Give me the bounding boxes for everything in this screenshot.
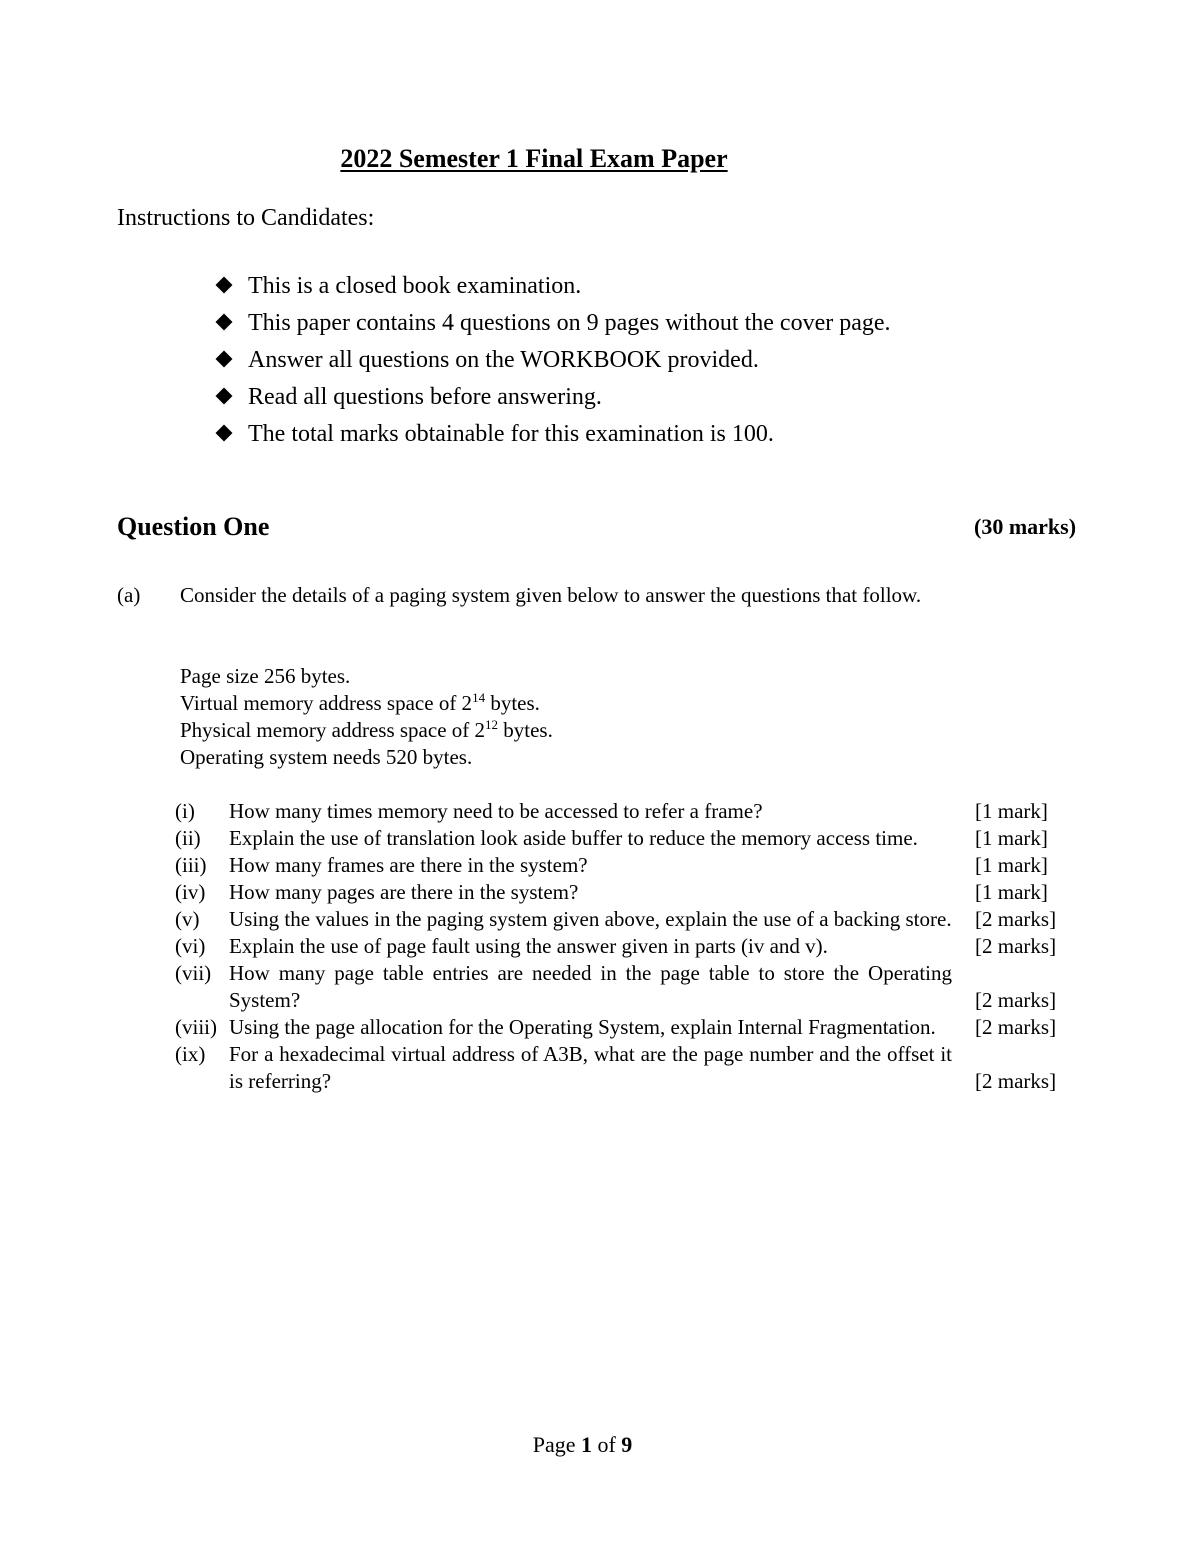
subquestion-number: (vii) <box>175 961 212 985</box>
subquestion <box>175 1014 1075 1041</box>
part-label: (a) <box>117 583 141 607</box>
subquestion <box>175 825 1075 852</box>
page-footer <box>0 1430 1165 1460</box>
question-title: Question One <box>117 512 270 541</box>
footer-current-page: 1 <box>580 1432 592 1457</box>
instruction-item <box>216 418 936 450</box>
page-size-line: Page size 256 bytes. <box>180 664 351 688</box>
page-title-text: 2022 Semester 1 Final Exam Paper <box>340 144 728 173</box>
instructions-list <box>216 270 936 455</box>
subquestion-text: How many page table entries are needed in the page table to store the Operating System? <box>229 961 952 1012</box>
virtual-memory-line <box>180 690 553 717</box>
part-intro: Consider the details of a paging system given below to answer the questions that follow. <box>180 583 922 607</box>
subquestion-mark: [2 marks] <box>975 1015 1057 1039</box>
subquestion-text: How many times memory need to be accessed to refer a frame? <box>229 799 763 823</box>
subquestion-number: (v) <box>175 907 200 931</box>
subquestion-text: Explain the use of page fault using the answer given in parts (iv and v). <box>229 934 828 958</box>
subquestion <box>175 1041 1075 1095</box>
subquestion <box>175 906 1075 933</box>
subquestion-text: Using the page allocation for the Operating System, explain Internal Fragmentation. <box>229 1015 936 1039</box>
subquestion-mark: [2 marks] <box>975 988 1057 1012</box>
instruction-text: The total marks obtainable for this examination is 100. <box>248 421 774 447</box>
subquestion-number: (vi) <box>175 934 206 958</box>
physical-prefix: Physical memory address space of 2 <box>180 718 486 742</box>
physical-memory-line <box>180 717 553 744</box>
virtual-exponent: 14 <box>472 690 486 705</box>
physical-exponent: 12 <box>485 717 499 732</box>
diamond-bullet-icon <box>216 425 233 442</box>
diamond-bullet-icon <box>216 388 233 405</box>
instruction-item <box>216 381 936 413</box>
footer-middle: of <box>591 1432 622 1457</box>
subquestion-mark: [1 mark] <box>975 826 1048 850</box>
subquestion-number: (iii) <box>175 853 207 877</box>
diamond-bullet-icon <box>216 314 233 331</box>
subquestion-number: (viii) <box>175 1015 217 1039</box>
subquestion-number: (i) <box>175 799 195 823</box>
subquestion-text: How many pages are there in the system? <box>229 880 579 904</box>
subquestion-text: How many frames are there in the system? <box>229 853 588 877</box>
subquestion-number: (iv) <box>175 880 206 904</box>
subquestion-text: For a hexadecimal virtual address of A3B, what are the page number and the offset it is referring? <box>229 1042 952 1093</box>
subquestion-list <box>175 798 1075 1095</box>
paging-details <box>180 663 553 771</box>
diamond-bullet-icon <box>216 277 233 294</box>
footer-prefix: Page <box>532 1432 581 1457</box>
physical-suffix: bytes. <box>498 718 553 742</box>
instruction-text: Read all questions before answering. <box>248 384 602 410</box>
subquestion <box>175 798 1075 825</box>
subquestion <box>175 960 1075 1014</box>
subquestion <box>175 852 1075 879</box>
subquestion-text: Explain the use of translation look aside buffer to reduce the memory access time. <box>229 826 918 850</box>
instruction-item <box>216 344 936 376</box>
page-title <box>0 142 1068 176</box>
subquestion-number: (ii) <box>175 826 201 850</box>
subquestion-mark: [2 marks] <box>975 907 1057 931</box>
instruction-text: This is a closed book examination. <box>248 273 582 299</box>
os-needs-line: Operating system needs 520 bytes. <box>180 745 473 769</box>
diamond-bullet-icon <box>216 351 233 368</box>
instruction-text: This paper contains 4 questions on 9 pages without the cover page. <box>248 310 891 336</box>
subquestion <box>175 879 1075 906</box>
subquestion <box>175 933 1075 960</box>
subquestion-text: Using the values in the paging system given above, explain the use of a backing store. <box>229 907 952 931</box>
virtual-suffix: bytes. <box>485 691 540 715</box>
question-marks: (30 marks) <box>974 514 1077 539</box>
subquestion-mark: [2 marks] <box>975 934 1057 958</box>
instruction-text: Answer all questions on the WORKBOOK provided. <box>248 347 759 373</box>
subquestion-mark: [2 marks] <box>975 1069 1057 1093</box>
virtual-prefix: Virtual memory address space of 2 <box>180 691 473 715</box>
instructions-heading: Instructions to Candidates: <box>117 205 375 231</box>
instruction-item <box>216 307 936 339</box>
footer-total-pages: 9 <box>621 1432 633 1457</box>
subquestion-mark: [1 mark] <box>975 799 1048 823</box>
subquestion-mark: [1 mark] <box>975 880 1048 904</box>
subquestion-number: (ix) <box>175 1042 206 1066</box>
subquestion-mark: [1 mark] <box>975 853 1048 877</box>
instruction-item <box>216 270 936 302</box>
